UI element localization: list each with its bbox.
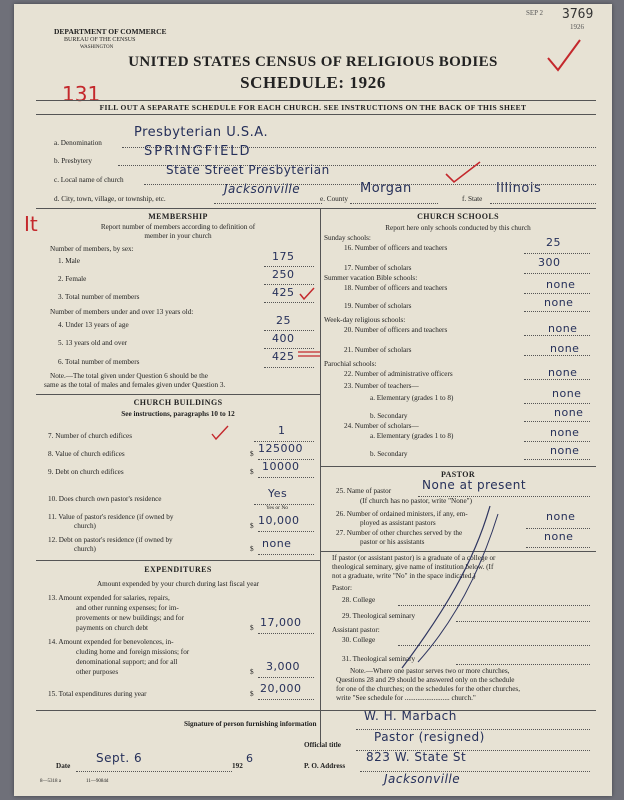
date-value: Sept. 6 (96, 751, 143, 765)
date-line (76, 771, 232, 772)
q27-label: 27. Number of other churches served by the (336, 529, 463, 537)
membership-note: same as the total of males and females given under Question 3. (44, 381, 226, 389)
state-line (490, 203, 596, 204)
q13-label: payments on church debt (76, 624, 149, 632)
q11-value: 10,000 (258, 514, 300, 527)
form-number: 8—5318 a (40, 779, 61, 784)
denomination-value: Presbyterian U.S.A. (134, 125, 269, 140)
church-name-label: c. Local name of church (54, 176, 124, 184)
divider (36, 710, 596, 711)
q19-label: 19. Number of scholars (344, 302, 412, 310)
red-check-icon (544, 38, 584, 78)
divider (36, 208, 596, 209)
age-label: Number of members under and over 13 years old: (50, 308, 194, 316)
pastor-note: Questions 28 and 29 should be answered only on the schedule (336, 676, 515, 684)
q2-value: 250 (272, 268, 295, 281)
q18-label: 18. Number of officers and teachers (344, 284, 448, 292)
answer-line (524, 403, 590, 404)
answer-line (526, 528, 590, 529)
graduate-note: theological seminary, give name of institution below. (If (332, 563, 494, 571)
dollar-sign: $ (250, 624, 254, 632)
q15-value: 20,000 (260, 682, 302, 695)
q24b-value: none (550, 444, 580, 457)
form-schedule: SCHEDULE: 1926 (240, 73, 386, 92)
q25-hint: (If church has no pastor, write "None") (360, 497, 472, 505)
q10-label: 10. Does church own pastor's residence (48, 495, 162, 503)
stamp-year: 1926 (570, 23, 584, 31)
q8-label: 8. Value of church edifices (48, 450, 125, 458)
schools-heading: CHURCH SCHOOLS (417, 212, 499, 221)
weekday-label: Week-day religious schools: (324, 316, 406, 324)
stamp-date: SEP 2 (526, 9, 544, 17)
answer-line (524, 311, 590, 312)
q25-label: 25. Name of pastor (336, 487, 392, 495)
pastor-note: Note.—Where one pastor serves two or more churches, (350, 667, 510, 675)
q8-value: 125000 (258, 442, 303, 455)
q21-value: none (550, 342, 580, 355)
county-value: Morgan (360, 181, 412, 196)
answer-line (264, 266, 314, 267)
pen-strike-icon (394, 502, 504, 672)
answer-line (264, 284, 314, 285)
graduate-note: If pastor (or assistant pastor) is a graduate of a college or (332, 554, 496, 562)
pastor-sublabel: Pastor: (332, 584, 352, 592)
answer-line (264, 330, 314, 331)
q5-label: 5. 13 years old and over (58, 339, 128, 347)
expenditures-sub: Amount expended by your church during last fiscal year (96, 580, 260, 588)
q25-value: None at present (422, 478, 527, 492)
denomination-label: a. Denomination (54, 139, 102, 147)
presbytery-value: SPRINGFIELD (144, 144, 252, 159)
q27-value: none (544, 530, 574, 543)
answer-line (524, 459, 590, 460)
q4-label: 4. Under 13 years of age (58, 321, 129, 329)
q26-label: ployed as assistant pastors (360, 519, 436, 527)
q1-value: 175 (272, 250, 295, 263)
q7-label: 7. Number of church edifices (48, 432, 133, 440)
q7-value: 1 (278, 424, 286, 437)
city-label: d. City, town, village, or township, etc. (54, 195, 166, 203)
divider (36, 560, 320, 561)
signature-value: W. H. Marbach (364, 709, 457, 723)
q5-value: 400 (272, 332, 295, 345)
red-initials: It (24, 212, 38, 236)
answer-line (258, 699, 314, 700)
assistant-sublabel: Assistant pastor: (332, 626, 380, 634)
q27-label: pastor or his assistants (360, 538, 425, 546)
q24a-value: none (550, 426, 580, 439)
q14-label: denominational support; and for all (76, 658, 178, 666)
buildings-sub: See instructions, paragraphs 10 to 12 (121, 410, 235, 418)
census-form-page (14, 4, 612, 796)
answer-line (258, 554, 314, 555)
q14-label: 14. Amount expended for benevolences, in- (48, 638, 174, 646)
q3-label: 3. Total number of members (58, 293, 140, 301)
church-name-value: State Street Presbyterian (166, 163, 330, 177)
q20-value: none (548, 322, 578, 335)
red-number: 131 (62, 82, 101, 106)
q13-label: 13. Amount expended for salaries, repairs, (48, 594, 170, 602)
year-prefix: 192 (232, 762, 243, 770)
q28-label: 28. College (342, 596, 376, 604)
q11-label: 11. Value of pastor's residence (if owned by (48, 513, 174, 521)
answer-line (264, 367, 314, 368)
q12-label: church) (74, 545, 96, 553)
answer-line (524, 441, 590, 442)
q11-label: church) (74, 522, 96, 530)
bureau-label: BUREAU OF THE CENSUS (64, 37, 136, 43)
red-check-icon (444, 160, 484, 186)
address-label: P. O. Address (304, 762, 346, 770)
dollar-sign: $ (250, 545, 254, 553)
divider (36, 100, 596, 101)
q16-value: 25 (546, 236, 561, 249)
q1-label: 1. Male (58, 257, 80, 265)
membership-note: Note.—The total given under Question 6 should be the (50, 372, 208, 380)
dollar-sign: $ (250, 522, 254, 530)
dollar-sign: $ (250, 668, 254, 676)
q23-label: 23. Number of teachers— (344, 382, 419, 390)
q15-label: 15. Total expenditures during year (48, 690, 147, 698)
q9-value: 10000 (262, 460, 300, 473)
pastor-heading: PASTOR (440, 470, 476, 479)
official-title-label: Official title (304, 741, 341, 749)
q14-label: other purposes (76, 668, 119, 676)
buildings-heading: CHURCH BUILDINGS (133, 398, 223, 407)
form-title: UNITED STATES CENSUS OF RELIGIOUS BODIES (128, 54, 498, 70)
q20-label: 20. Number of officers and teachers (344, 326, 448, 334)
q13-label: and other running expenses; for im- (76, 604, 179, 612)
q23b-value: none (554, 406, 584, 419)
q17-value: 300 (538, 256, 561, 269)
answer-line (526, 547, 590, 548)
expenditures-heading: EXPENDITURES (144, 565, 212, 574)
q14-value: 3,000 (266, 660, 300, 673)
state-value: Illinois (496, 181, 542, 196)
membership-heading: MEMBERSHIP (148, 212, 208, 221)
answer-line (264, 302, 314, 303)
instruction-banner: FILL OUT A SEPARATE SCHEDULE FOR EACH CHURCH. SEE INSTRUCTIONS ON THE BACK OF THIS SHEET (99, 103, 527, 112)
bysex-label: Number of members, by sex: (50, 245, 134, 253)
q14-label: cluding home and foreign missions; for (76, 648, 190, 656)
pastor-note: write "See schedule for ......................... church." (336, 694, 476, 702)
q22-label: 22. Number of administrative officers (344, 370, 453, 378)
q23a-label: a. Elementary (grades 1 to 8) (370, 394, 454, 402)
city-line (214, 203, 322, 204)
city-label: WASHINGTON (80, 45, 114, 50)
answer-line (258, 531, 314, 532)
red-check-icon (210, 424, 230, 442)
form-number: 11—9084d (86, 779, 109, 784)
q24-label: 24. Number of scholars— (344, 422, 419, 430)
q6-value: 425 (272, 350, 295, 363)
summer-label: Summer vacation Bible schools: (324, 274, 418, 282)
date-label: Date (56, 762, 71, 770)
stamp-number: 3769 (562, 7, 594, 22)
dept-label: DEPARTMENT OF COMMERCE (54, 27, 167, 36)
graduate-note: not a graduate, write "No" in the space indicated.) (332, 572, 476, 580)
q13-value: 17,000 (260, 616, 302, 629)
city-value: Jacksonville (224, 182, 301, 196)
membership-intro: Report number of members according to definition of (100, 223, 256, 231)
answer-line (524, 379, 590, 380)
answer-line (258, 477, 314, 478)
q31-label: 31. Theological seminary (342, 655, 416, 663)
address-city-value: Jacksonville (384, 772, 461, 786)
q9-label: 9. Debt on church edifices (48, 468, 124, 476)
q10-value: Yes (268, 487, 288, 500)
dollar-sign: $ (250, 690, 254, 698)
q12-label: 12. Debt on pastor's residence (if owned by (48, 536, 173, 544)
q19-value: none (544, 296, 574, 309)
address-value: 823 W. State St (366, 750, 467, 764)
red-check-icon (298, 286, 316, 302)
q4-value: 25 (276, 314, 291, 327)
q6-label: 6. Total number of members (58, 358, 140, 366)
answer-line (524, 355, 590, 356)
q30-label: 30. College (342, 636, 376, 644)
q21-label: 21. Number of scholars (344, 346, 412, 354)
q17-label: 17. Number of scholars (344, 264, 412, 272)
sunday-label: Sunday schools: (324, 234, 371, 242)
parochial-label: Parochial schools: (324, 360, 377, 368)
q23b-label: b. Secondary (370, 412, 408, 420)
divider (36, 114, 596, 115)
dollar-sign: $ (250, 468, 254, 476)
year-value: 6 (246, 752, 254, 765)
answer-line (524, 293, 590, 294)
membership-intro: member in your church (144, 232, 212, 240)
q24b-label: b. Secondary (370, 450, 408, 458)
q3-value: 425 (272, 286, 295, 299)
pastor-note: for one of the churches; on the schedules for the other churches, (336, 685, 521, 693)
q29-label: 29. Theological seminary (342, 612, 416, 620)
answer-line (524, 421, 590, 422)
red-mark-icon (296, 348, 322, 360)
answer-line (258, 677, 314, 678)
q18-value: none (546, 278, 576, 291)
official-title-value: Pastor (resigned) (374, 730, 485, 744)
divider (36, 394, 320, 395)
q26-value: none (546, 510, 576, 523)
q13-label: provements or new buildings; and for (76, 614, 184, 622)
county-label: e. County (320, 195, 348, 203)
signature-label: Signature of person furnishing information (184, 720, 317, 728)
divider (320, 466, 596, 467)
answer-line (258, 633, 314, 634)
yesno-hint: Yes or No (266, 505, 289, 511)
state-label: f. State (462, 195, 483, 203)
q24a-label: a. Elementary (grades 1 to 8) (370, 432, 454, 440)
schools-sub: Report here only schools conducted by this church (385, 224, 531, 232)
answer-line (524, 273, 590, 274)
q26-label: 26. Number of ordained ministers, if any, em- (336, 510, 468, 518)
county-line (350, 203, 438, 204)
answer-line (524, 253, 590, 254)
presbytery-label: b. Presbytery (54, 157, 92, 165)
answer-line (524, 335, 590, 336)
q16-label: 16. Number of officers and teachers (344, 244, 448, 252)
q22-value: none (548, 366, 578, 379)
dollar-sign: $ (250, 450, 254, 458)
q23a-value: none (552, 387, 582, 400)
q12-value: none (262, 537, 292, 550)
q2-label: 2. Female (58, 275, 87, 283)
